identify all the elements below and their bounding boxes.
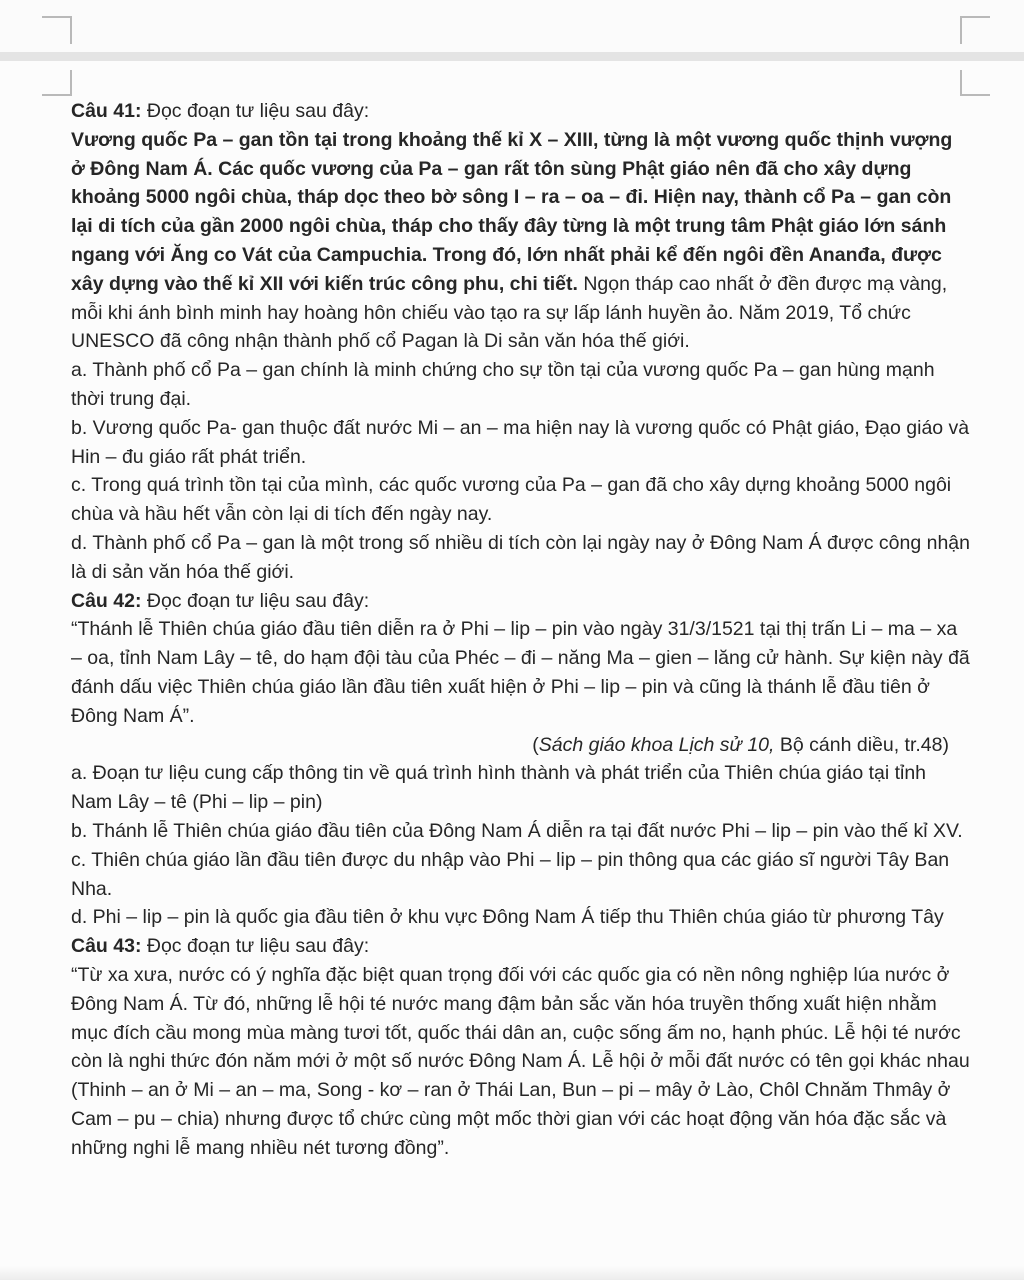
question-42-passage: “Thánh lễ Thiên chúa giáo đầu tiên diễn ra ở Phi – lip – pin vào ngày 31/3/1521 tại thị trấn Li – ma – xa – oa, tỉnh Nam Lây – tê, do hạm đội tàu của Phéc – đi – năng Ma – gien – lăng cử hành. Sự kiện này đã đánh dấu việc Thiên chúa giáo lần đầu tiên xuất hiện ở Phi – lip – pin và cũng là thánh lễ đầu tiên ở Đông Nam Á”. (71, 618, 970, 727)
question-label: Câu 43: (71, 935, 142, 958)
margin-corner-mark (960, 16, 990, 44)
margin-corner-mark (42, 70, 72, 96)
page-gap (0, 52, 1024, 61)
question-label: Câu 41: (71, 100, 142, 122)
question-intro: Đọc đoạn tư liệu sau đây: (141, 935, 370, 958)
option-a: a. Thành phố cổ Pa – gan chính là minh chứng cho sự tồn tại của vương quốc Pa – gan hùng mạnh thời trung đại. (71, 359, 935, 410)
margin-corner-mark (960, 70, 990, 96)
question-intro: Đọc đoạn tư liệu sau đây: (141, 589, 370, 612)
question-41-passage (71, 126, 971, 356)
question-label: Câu 42: (71, 589, 142, 612)
passage-bold-text: Vương quốc Pa – gan tồn tại trong khoảng thế kỉ X – XIII, từng là một vương quốc thịnh vượng ở Đông Nam Á. Các quốc vương của Pa – gan rất tôn sùng Phật giáo nên đã cho xây dựng khoảng 5000 ngôi chùa, tháp dọc theo bờ sông I – ra – oa – đi. Hiện nay, thành cổ Pa – gan còn lại di tích của gần 2000 ngôi chùa, tháp cho thấy đây từng là một trung tâm Phật giáo lớn sánh ngang với Ăng co Vát của Campuchia. Trong đó, lớn nhất phải kể đến ngôi đền Ananđa, được xây dựng vào thế kỉ XII với kiến trúc công phu, chi tiết. (71, 128, 953, 295)
previous-page-bottom (0, 0, 1024, 52)
option-c: c. Trong quá trình tồn tại của mình, các quốc vương của Pa – gan đã cho xây dựng khoảng 5000 ngôi chùa và hầu hết vẫn còn lại di tích đến ngày nay. (71, 474, 952, 526)
question-42-heading (71, 587, 971, 616)
option-c: c. Thiên chúa giáo lần đầu tiên được du nhập vào Phi – lip – pin thông qua các giáo sĩ người Tây Ban Nha. (71, 848, 950, 900)
question-43-heading (71, 932, 971, 961)
document-body (71, 97, 971, 1162)
source-citation: (Sách giáo khoa Lịch sử 10, Bộ cánh diều, tr.48) (532, 733, 949, 756)
page-bottom-edge (0, 1266, 1024, 1280)
question-intro: Đọc đoạn tư liệu sau đây: (141, 100, 370, 122)
option-a: a. Đoạn tư liệu cung cấp thông tin về quá trình hình thành và phát triển của Thiên chúa giáo tại tỉnh Nam Lây – tê (Phi – lip – pin) (71, 762, 927, 814)
passage-text: Ngọn tháp cao nhất ở đền được mạ vàng, mỗi khi ánh bình minh hay hoàng hôn chiếu vào tạo ra sự lấp lánh huyền ảo. Năm 2019, Tổ chức UNESCO đã công nhận thành phố cổ Pagan là Di sản văn hóa thế giới. (71, 272, 948, 353)
option-b: b. Thánh lễ Thiên chúa giáo đầu tiên của Đông Nam Á diễn ra tại đất nước Phi – lip – pin vào thế kỉ XV. (71, 819, 963, 842)
option-d: d. Phi – lip – pin là quốc gia đầu tiên ở khu vực Đông Nam Á tiếp thu Thiên chúa giáo từ phương Tây (71, 906, 944, 929)
margin-corner-mark (42, 16, 72, 44)
option-d: d. Thành phố cổ Pa – gan là một trong số nhiều di tích còn lại ngày nay ở Đông Nam Á được công nhận là di sản văn hóa thế giới. (71, 531, 970, 583)
question-41-heading (71, 97, 971, 126)
option-b: b. Vương quốc Pa- gan thuộc đất nước Mi – an – ma hiện nay là vương quốc có Phật giáo, Đạo giáo và Hin – đu giáo rất phát triển. (71, 416, 970, 468)
question-43-passage: “Từ xa xưa, nước có ý nghĩa đặc biệt quan trọng đối với các quốc gia có nền nông nghiệp lúa nước ở Đông Nam Á. Từ đó, những lễ hội té nước mang đậm bản sắc văn hóa truyền thống xuất hiện nhằm mục đích cầu mong mùa màng tươi tốt, quốc thái dân an, cuộc sống ấm no, hạnh phúc. Lễ hội té nước còn là nghi thức đón năm mới ở một số nước Đông Nam Á. Lễ hội ở mỗi đất nước có tên gọi khác nhau (Thinh – an ở Mi – an – ma, Song - kơ – ran ở Thái Lan, Bun – pi – mây ở Lào, Chôl Chnăm Thmây ở Cam – pu – chia) nhưng được tổ chức cùng một mốc thời gian với các hoạt động văn hóa đặc sắc và những nghi lễ mang nhiều nét tương đồng”. (71, 963, 970, 1159)
